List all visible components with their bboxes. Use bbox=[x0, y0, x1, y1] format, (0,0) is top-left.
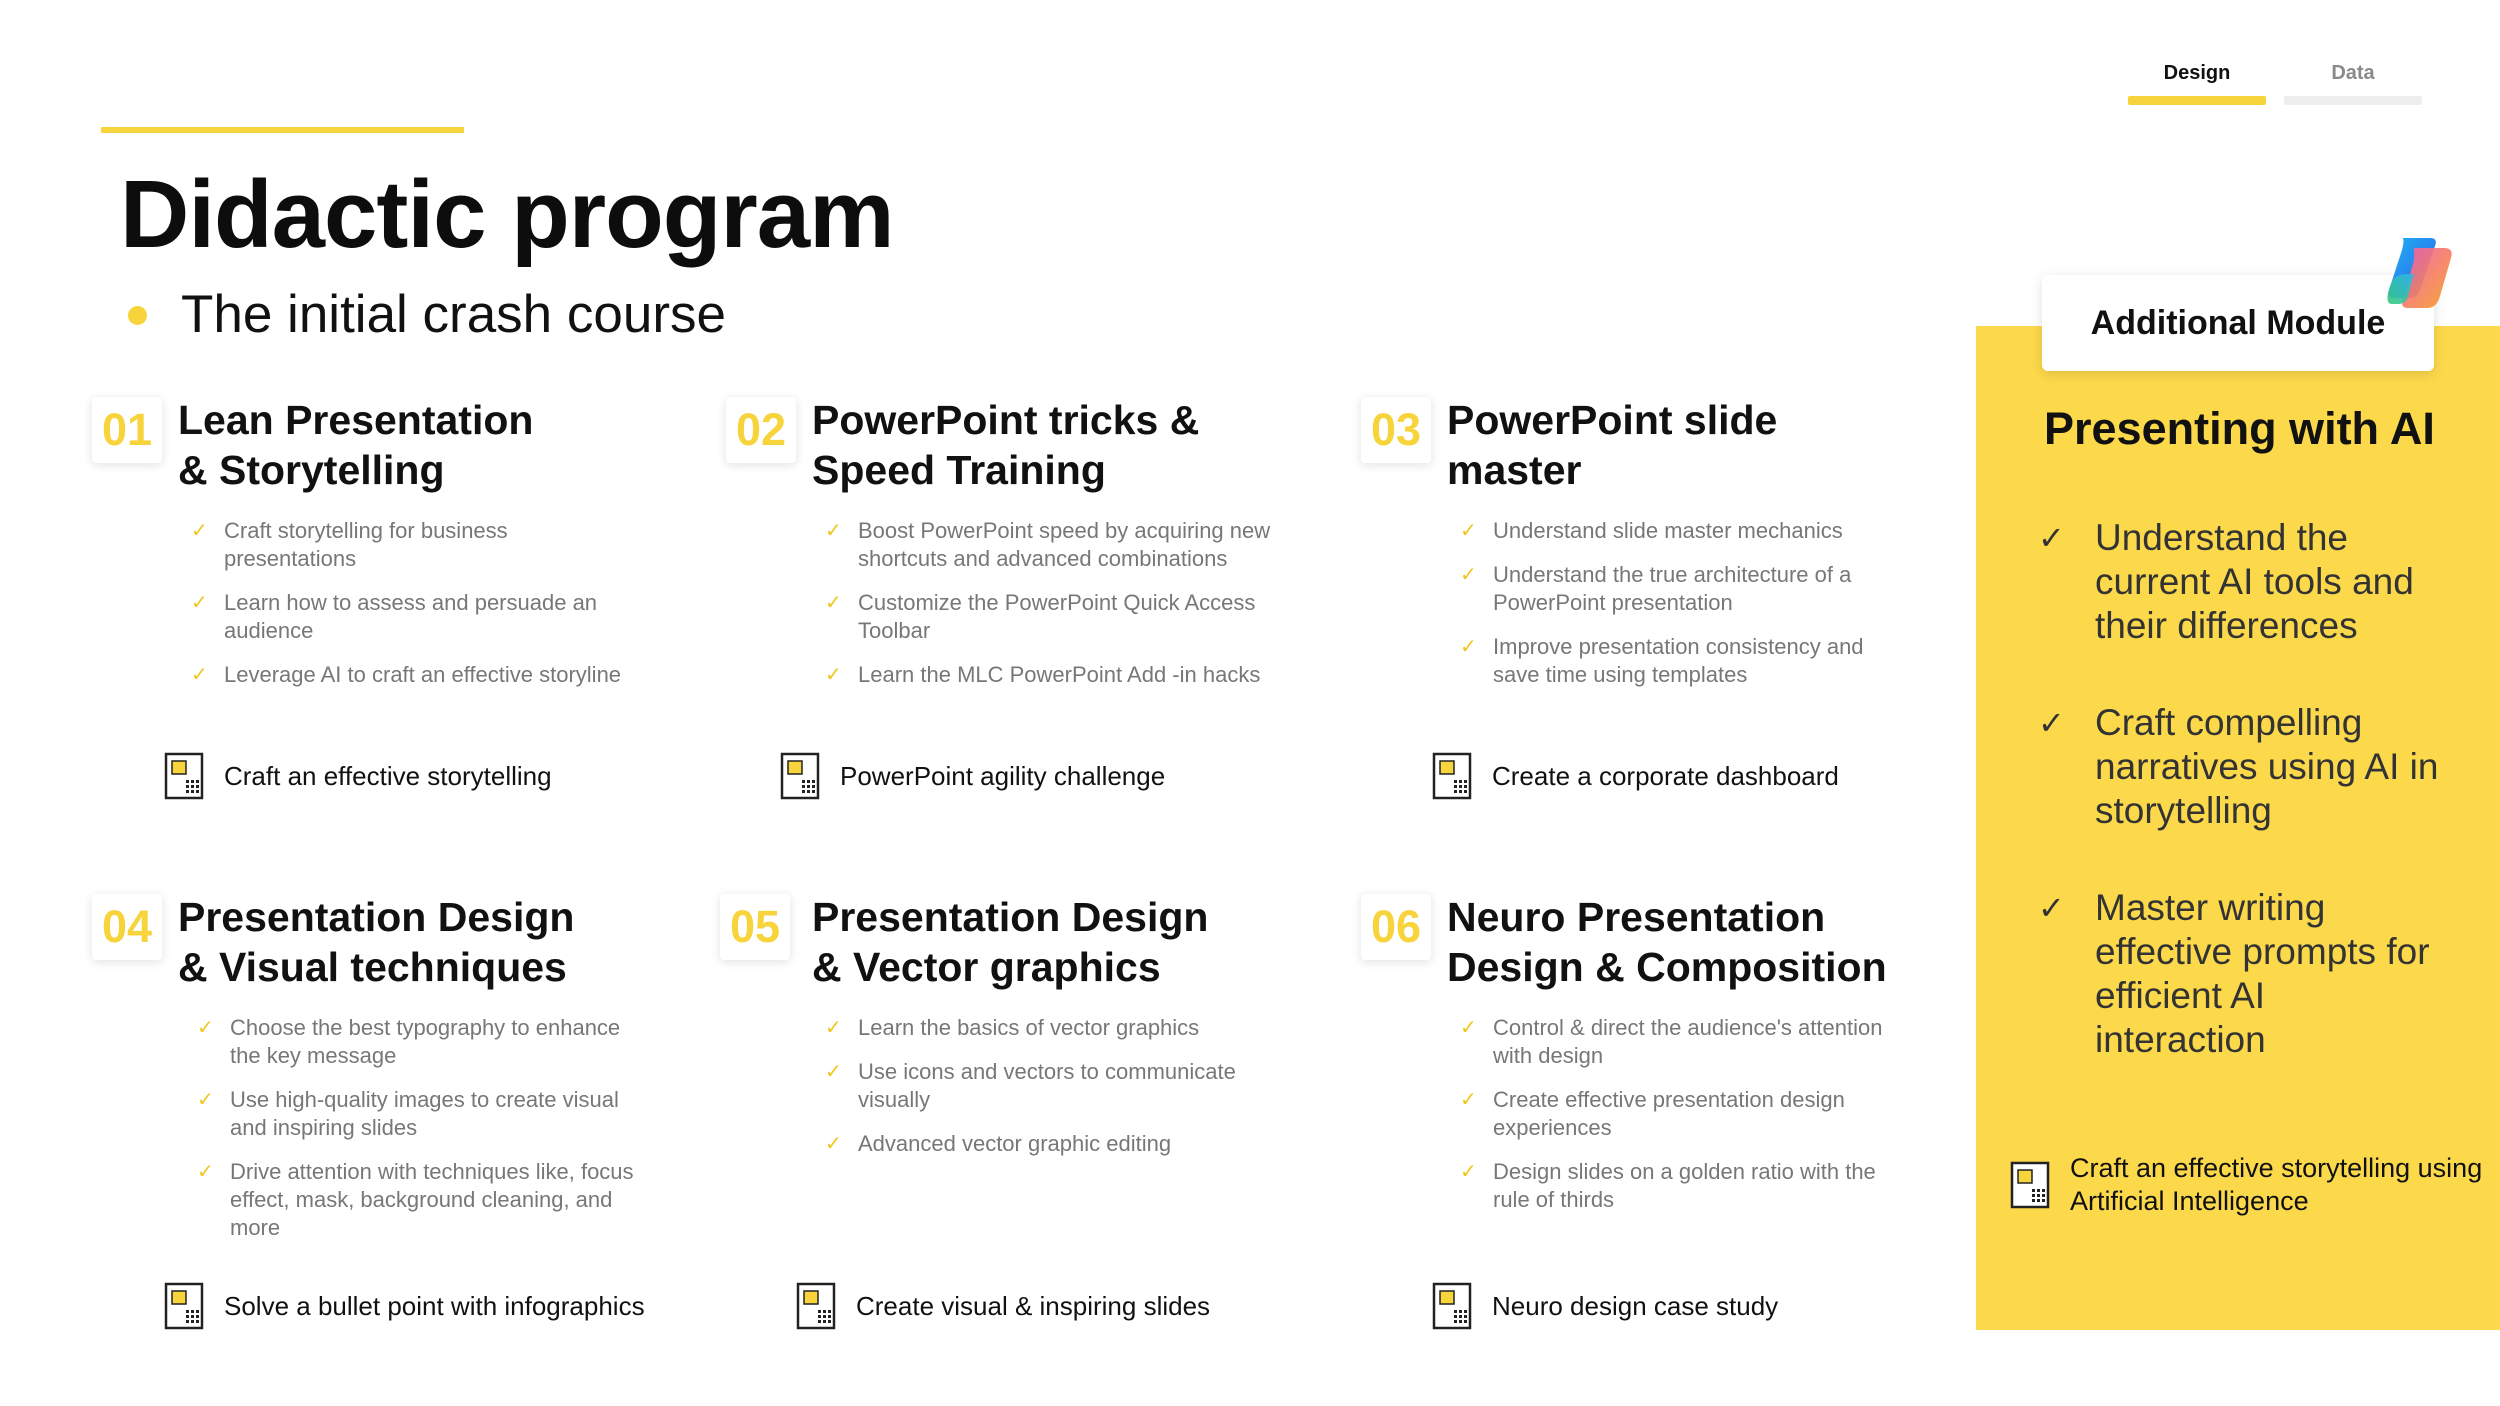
check-icon: ✓ bbox=[197, 1017, 214, 1039]
module-title-line: Neuro Presentation bbox=[1447, 894, 1826, 940]
view-tabs bbox=[2128, 56, 2422, 105]
check-icon: ✓ bbox=[1460, 1089, 1477, 1111]
title-accent-line bbox=[101, 127, 464, 133]
exercise-link-03[interactable] bbox=[1432, 752, 1839, 800]
module-number: 02 bbox=[726, 397, 796, 463]
check-icon: ✓ bbox=[2038, 520, 2065, 556]
module-title bbox=[1447, 395, 1777, 495]
list-item-text: Understand the true architecture of a PowerPoint presentation bbox=[1493, 562, 1852, 615]
exercise-link-02[interactable] bbox=[780, 752, 1165, 800]
module-title-line: & Storytelling bbox=[178, 447, 445, 493]
list-item bbox=[2038, 886, 2445, 1062]
list-item-text: Craft compelling narratives using AI in storytelling bbox=[2095, 702, 2439, 831]
module-title-line: Presentation Design bbox=[178, 894, 575, 940]
module-title-line: Speed Training bbox=[812, 447, 1106, 493]
module-06 bbox=[1361, 892, 1981, 1230]
module-number: 05 bbox=[720, 894, 790, 960]
check-icon: ✓ bbox=[825, 1061, 842, 1083]
exercise-label: PowerPoint agility challenge bbox=[840, 761, 1166, 791]
list-item-text: Create effective presentation design experiences bbox=[1493, 1087, 1845, 1140]
module-title bbox=[812, 395, 1199, 495]
module-title-line: Design & Composition bbox=[1447, 944, 1887, 990]
subtitle-row bbox=[128, 285, 726, 345]
list-item bbox=[191, 589, 712, 645]
module-title-line: Presentation Design bbox=[812, 894, 1209, 940]
powerpoint-file-icon bbox=[780, 752, 820, 800]
check-icon: ✓ bbox=[1460, 520, 1477, 542]
list-item bbox=[1460, 633, 1981, 689]
page-title: Didactic program bbox=[120, 161, 894, 268]
list-item bbox=[825, 589, 1346, 645]
powerpoint-file-icon bbox=[2010, 1161, 2050, 1209]
check-icon: ✓ bbox=[191, 520, 208, 542]
list-item bbox=[191, 661, 712, 689]
additional-module-title: Presenting with AI bbox=[2044, 403, 2435, 454]
tab-data[interactable] bbox=[2284, 56, 2422, 105]
tab-data-indicator bbox=[2284, 96, 2422, 105]
powerpoint-file-icon bbox=[1432, 1282, 1472, 1330]
check-icon: ✓ bbox=[2038, 890, 2065, 926]
module-title-line: & Visual techniques bbox=[178, 944, 567, 990]
list-item-text: Leverage AI to craft an effective storyline bbox=[224, 662, 622, 687]
additional-module-badge: Additional Module bbox=[2042, 275, 2434, 371]
powerpoint-file-icon bbox=[1432, 752, 1472, 800]
check-icon: ✓ bbox=[825, 1133, 842, 1155]
check-icon: ✓ bbox=[825, 1017, 842, 1039]
list-item-text: Learn the MLC PowerPoint Add -in hacks bbox=[858, 662, 1261, 687]
list-item-text: Boost PowerPoint speed by acquiring new shortcuts and advanced combinations bbox=[858, 518, 1271, 571]
list-item-text: Learn the basics of vector graphics bbox=[858, 1015, 1200, 1040]
list-item-text: Drive attention with techniques like, focus effect, mask, background cleaning, and more bbox=[230, 1159, 634, 1240]
powerpoint-file-icon bbox=[164, 752, 204, 800]
list-item-text: Craft storytelling for business presentations bbox=[224, 518, 508, 571]
module-number: 03 bbox=[1361, 397, 1431, 463]
check-icon: ✓ bbox=[825, 664, 842, 686]
list-item bbox=[825, 1014, 1340, 1042]
tab-data-label: Data bbox=[2331, 62, 2375, 84]
list-item bbox=[825, 1130, 1340, 1158]
exercise-label: Create a corporate dashboard bbox=[1492, 761, 1839, 791]
list-item bbox=[197, 1086, 712, 1142]
module-title-line: & Vector graphics bbox=[812, 944, 1161, 990]
list-item bbox=[197, 1014, 712, 1070]
page-subtitle: The initial crash course bbox=[181, 285, 726, 344]
module-number: 01 bbox=[92, 397, 162, 463]
check-icon: ✓ bbox=[191, 664, 208, 686]
list-item-text: Choose the best typography to enhance the key message bbox=[230, 1015, 621, 1068]
module-02 bbox=[726, 395, 1346, 705]
list-item-text: Advanced vector graphic editing bbox=[858, 1131, 1172, 1156]
additional-exercise-link[interactable] bbox=[2010, 1152, 2490, 1218]
list-item-text: Customize the PowerPoint Quick Access Toolbar bbox=[858, 590, 1256, 643]
powerpoint-file-icon bbox=[164, 1282, 204, 1330]
module-05 bbox=[720, 892, 1340, 1174]
module-title-line: PowerPoint slide bbox=[1447, 397, 1778, 443]
list-item-text: Learn how to assess and persuade an audience bbox=[224, 590, 598, 643]
check-icon: ✓ bbox=[197, 1089, 214, 1111]
module-title bbox=[178, 892, 574, 992]
check-icon: ✓ bbox=[1460, 564, 1477, 586]
list-item bbox=[1460, 1086, 1981, 1142]
exercise-link-06[interactable] bbox=[1432, 1282, 1778, 1330]
module-title bbox=[1447, 892, 1887, 992]
list-item bbox=[825, 661, 1346, 689]
tab-design-indicator bbox=[2128, 96, 2266, 105]
check-icon: ✓ bbox=[825, 592, 842, 614]
module-01 bbox=[92, 395, 712, 705]
module-title-line: PowerPoint tricks & bbox=[812, 397, 1200, 443]
list-item bbox=[191, 517, 712, 573]
list-item bbox=[1460, 561, 1981, 617]
exercise-link-04[interactable] bbox=[164, 1282, 645, 1330]
exercise-label: Neuro design case study bbox=[1492, 1291, 1779, 1321]
module-03 bbox=[1361, 395, 1981, 705]
tab-design[interactable] bbox=[2128, 56, 2266, 105]
additional-module-list bbox=[2038, 516, 2445, 1115]
exercise-label: Craft an effective storytelling using Artificial Intelligence bbox=[2070, 1153, 2483, 1216]
list-item bbox=[1460, 1014, 1981, 1070]
list-item-text: Improve presentation consistency and save time using templates bbox=[1493, 634, 1864, 687]
check-icon: ✓ bbox=[1460, 1017, 1477, 1039]
exercise-label: Solve a bullet point with infographics bbox=[224, 1291, 645, 1321]
check-icon: ✓ bbox=[191, 592, 208, 614]
check-icon: ✓ bbox=[825, 520, 842, 542]
list-item-text: Use high-quality images to create visual and inspiring slides bbox=[230, 1087, 619, 1140]
list-item bbox=[1460, 1158, 1981, 1214]
list-item bbox=[825, 1058, 1340, 1114]
list-item bbox=[825, 517, 1346, 573]
bullet-dot-icon bbox=[128, 306, 147, 325]
copilot-logo-icon bbox=[2380, 234, 2464, 312]
module-title bbox=[178, 395, 533, 495]
list-item bbox=[197, 1158, 712, 1242]
check-icon: ✓ bbox=[1460, 1161, 1477, 1183]
tab-design-label: Design bbox=[2163, 62, 2231, 84]
module-04 bbox=[92, 892, 712, 1258]
list-item bbox=[2038, 701, 2445, 833]
check-icon: ✓ bbox=[2038, 705, 2065, 741]
module-number: 06 bbox=[1361, 894, 1431, 960]
list-item-text: Master writing effective prompts for efficient AI interaction bbox=[2095, 887, 2430, 1060]
list-item-text: Understand slide master mechanics bbox=[1493, 518, 1843, 543]
module-title-line: master bbox=[1447, 447, 1582, 493]
list-item-text: Control & direct the audience's attention with design bbox=[1493, 1015, 1883, 1068]
module-title bbox=[812, 892, 1208, 992]
exercise-link-01[interactable] bbox=[164, 752, 552, 800]
module-number: 04 bbox=[92, 894, 162, 960]
module-title-line: Lean Presentation bbox=[178, 397, 534, 443]
list-item-text: Design slides on a golden ratio with the rule of thirds bbox=[1493, 1159, 1876, 1212]
powerpoint-file-icon bbox=[796, 1282, 836, 1330]
exercise-label: Create visual & inspiring slides bbox=[856, 1291, 1211, 1321]
exercise-link-05[interactable] bbox=[796, 1282, 1210, 1330]
list-item bbox=[2038, 516, 2445, 648]
list-item-text: Understand the current AI tools and their differences bbox=[2095, 517, 2414, 646]
list-item bbox=[1460, 517, 1981, 545]
check-icon: ✓ bbox=[1460, 636, 1477, 658]
exercise-label: Craft an effective storytelling bbox=[224, 761, 552, 791]
list-item-text: Use icons and vectors to communicate visually bbox=[858, 1059, 1236, 1112]
check-icon: ✓ bbox=[197, 1161, 214, 1183]
